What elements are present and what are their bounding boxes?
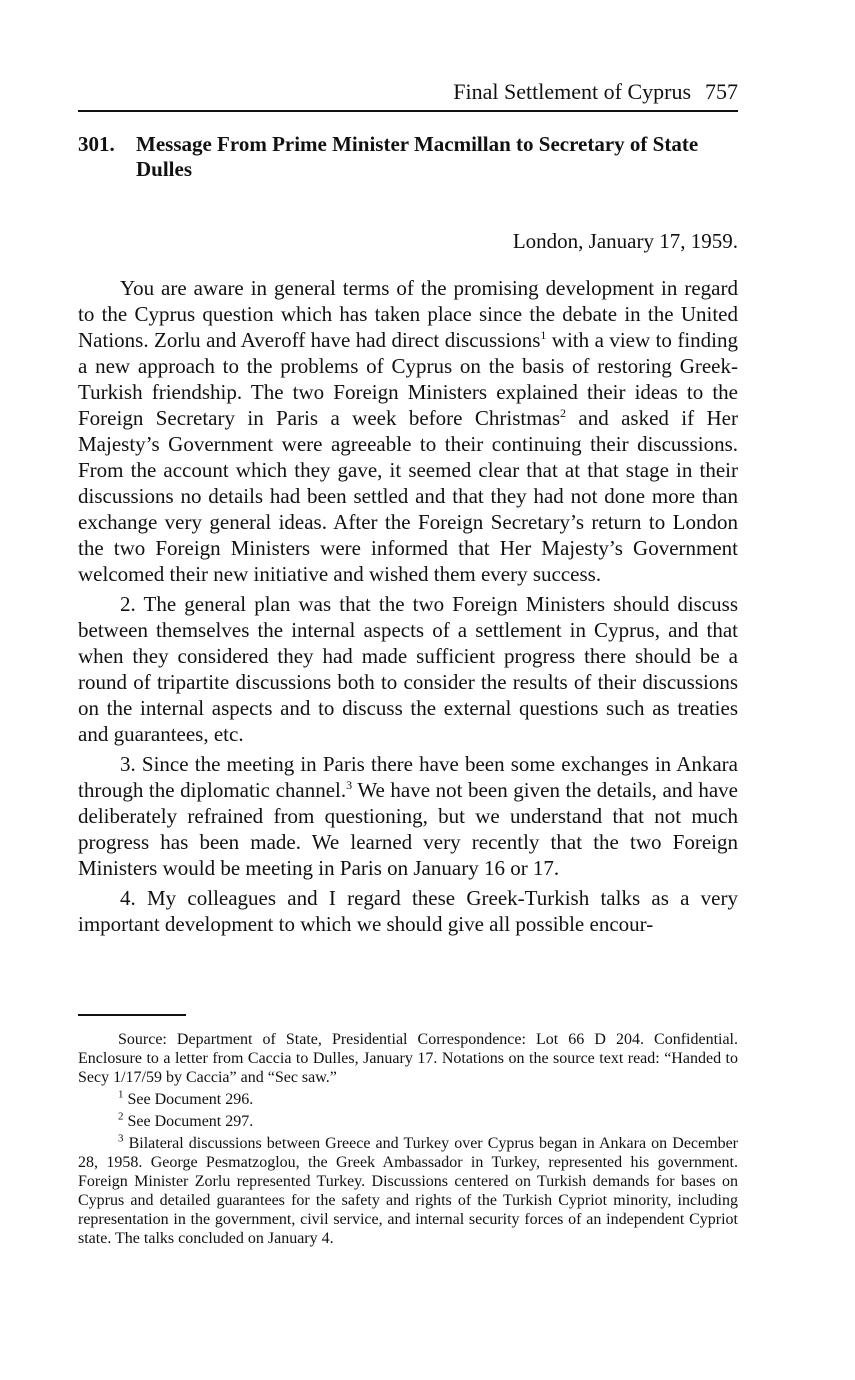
- footnote-1-text: See Document 296.: [123, 1091, 254, 1108]
- document-heading: [78, 132, 718, 182]
- paragraph-4: 4. My colleagues and I regard these Greek-Turkish talks as a very important development to which we should give all possible encour-: [78, 886, 738, 936]
- paragraph-3-part-a: 3. Since the meeting in Paris there have been some exchanges in Ankara through the diplomatic channel.: [78, 752, 738, 802]
- paragraph-2: 2. The general plan was that the two Foreign Ministers should discuss between themselves the internal aspects of a settlement in Cyprus, and that when they considered they had made sufficient progress there should be a round of tripartite discussions both to consider the results of their discussions on the internal aspects and to discuss the external questions such as treaties and guarantees, etc.: [78, 592, 738, 746]
- running-title: Final Settlement of Cyprus: [453, 79, 691, 104]
- dateline: London, January 17, 1959.: [512, 229, 738, 253]
- paragraph-3: [78, 751, 738, 881]
- paragraph-1-part-b: with a view to finding a new approach to the problems of Cyprus on the basis of restoring Greek-Turkish friendship. The two Foreign Ministers explained their ideas to the Foreign Secretary in Paris a week before Christmas: [78, 328, 738, 430]
- footnote-ref-2: 2: [560, 406, 567, 420]
- footnote-ref-3: 3: [346, 778, 353, 792]
- page-number: 757: [705, 79, 738, 104]
- message-body: [78, 275, 738, 941]
- footnote-3-mark: 3: [118, 1132, 124, 1145]
- footnote-ref-1: 1: [540, 328, 547, 342]
- document-number: 301.: [78, 132, 115, 156]
- footnote-1-mark: 1: [118, 1088, 124, 1101]
- footnote-3-text: Bilateral discussions between Greece and Turkey over Cyprus began in Ankara on December 28, 1958. George Pesmatzoglou, the Greek Ambassador in Turkey, represented his government. Foreign Minister Zorlu represented Turkey. Discussions centered on Turkish demands for bases on Cyprus and detailed guarantees for the safety and rights of the Turkish Cypriot minority, including representation in the government, civil service, and internal security forces of an independent Cypriot state. The talks concluded on January 4.: [78, 1135, 738, 1247]
- paragraph-1-part-c: and asked if Her Majesty’s Government were agreeable to their continuing their discussions. From the account which they gave, it seemed clear that at that stage in their discussions no details had been settled and that they had not done more than exchange very general ideas. After the Foreign Secretary’s return to London the two Foreign Ministers were informed that Her Majesty’s Government welcomed their new initiative and wished them every success.: [78, 406, 738, 586]
- running-header: [78, 78, 738, 112]
- footnote-divider: [78, 1014, 186, 1016]
- paragraph-3-part-b: We have not been given the details, and have deliberately refrained from questioning, but we understand that not much progress has been made. We learned very recently that the two Foreign Ministers would be meeting in Paris on January 16 or 17.: [78, 778, 738, 880]
- footnote-2: [78, 1112, 738, 1131]
- footnote-1: [78, 1090, 738, 1109]
- footnote-3: [78, 1134, 738, 1248]
- footnotes: [78, 1030, 738, 1251]
- footnote-2-text: See Document 297.: [123, 1113, 254, 1130]
- document-title: Message From Prime Minister Macmillan to Secretary of State Dulles: [136, 132, 699, 181]
- paragraph-1-part-a: You are aware in general terms of the promising development in regard to the Cyprus question which has taken place since the debate in the United Nations. Zorlu and Averoff have had direct discussions: [78, 276, 738, 352]
- footnote-2-mark: 2: [118, 1110, 124, 1123]
- source-note: Source: Department of State, Presidential Correspondence: Lot 66 D 204. Confidential. Enclosure to a letter from Caccia to Dulles, January 17. Notations on the source text read: “Handed to Secy 1/17/59 by Caccia” and “Sec saw.”: [78, 1031, 738, 1086]
- paragraph-1: [78, 275, 738, 587]
